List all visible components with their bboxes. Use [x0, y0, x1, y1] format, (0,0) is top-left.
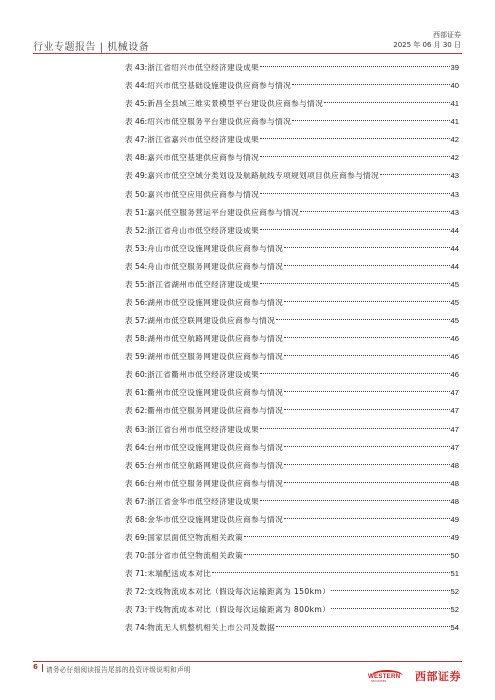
header-divider: [33, 53, 462, 54]
toc-entry-title: 嘉兴市低空基建供应商参与情况: [147, 153, 260, 163]
toc-entry-title: 湖州市低空联网建设供应商参与情况: [147, 316, 276, 326]
toc-entry-page: 52: [450, 605, 459, 615]
toc-entry[interactable]: [125, 167, 459, 185]
toc-entry-title: 湖州市低空设施网建设供应商参与情况: [147, 298, 284, 308]
toc-dot-leader: [331, 590, 449, 591]
toc-entry[interactable]: [125, 222, 459, 240]
toc-entry-page: 51: [450, 569, 459, 579]
toc-dot-leader: [284, 464, 449, 465]
toc-entry-title: 嘉兴市低空应用供应商参与情况: [147, 189, 260, 199]
toc-entry-title: 绍兴市低空服务平台建设供应商参与情况: [147, 117, 292, 127]
toc-entry-label: 表 46:: [125, 117, 148, 127]
toc-entry-label: 表 74:: [125, 623, 148, 633]
toc-entry-title: 支线物流成本对比（假设每次运输距离为 150km）: [147, 587, 331, 597]
toc-entry-page: 48: [450, 460, 459, 470]
toc-dot-leader: [260, 428, 449, 429]
toc-entry-page: 46: [450, 370, 459, 380]
toc-entry-title: 国家层面低空物流相关政策: [147, 533, 244, 543]
toc-entry-page: 42: [450, 135, 459, 145]
toc-entry[interactable]: [125, 240, 459, 258]
report-date: 2025 年 06 月 30 日: [393, 41, 461, 49]
toc-entry[interactable]: [125, 601, 459, 619]
toc-entry-label: 表 58:: [125, 334, 148, 344]
toc-entry-label: 表 43:: [125, 63, 148, 72]
toc-entry-label: 表 69:: [125, 533, 148, 543]
toc-entry-title: 末端配送成本对比: [147, 569, 212, 579]
toc-dot-leader: [260, 500, 449, 501]
toc-entry-page: 43: [450, 207, 459, 217]
toc-entry-page: 52: [450, 587, 459, 597]
toc-entry-title: 衢州市低空设施网建设供应商参与情况: [147, 388, 284, 398]
toc-entry-label: 表 64:: [125, 442, 148, 452]
toc-entry-page: 42: [450, 153, 459, 163]
report-category: 行业专题报告 | 机械设备: [33, 42, 150, 53]
toc-entry[interactable]: [125, 59, 459, 77]
toc-dot-leader: [284, 482, 449, 483]
toc-entry[interactable]: [125, 258, 459, 276]
toc-entry[interactable]: [125, 186, 459, 204]
toc-entry[interactable]: [125, 439, 459, 457]
footer-separator: [42, 664, 43, 672]
toc-entry-page: 44: [450, 243, 459, 253]
toc-entry-page: 50: [450, 551, 459, 561]
footer-disclaimer: 请务必仔细阅读报告尾部的投资评级说明和声明: [46, 666, 191, 674]
toc-entry-title: 湖州市低空航路网建设供应商参与情况: [147, 334, 284, 344]
toc-entry-page: 41: [450, 99, 459, 109]
toc-entry[interactable]: [125, 384, 459, 402]
logo-cn-text: 西部证券: [415, 670, 461, 683]
toc-entry-title: 浙江省舟山市低空经济建设成果: [147, 225, 260, 235]
toc-dot-leader: [284, 301, 449, 302]
company-logo: [368, 668, 461, 684]
toc-dot-leader: [331, 608, 449, 609]
toc-entry-label: 表 67:: [125, 496, 148, 506]
toc-dot-leader: [284, 409, 449, 410]
toc-entry-label: 表 65:: [125, 460, 148, 470]
toc-dot-leader: [292, 84, 449, 85]
toc-entry-label: 表 52:: [125, 225, 148, 235]
toc-entry-label: 表 57:: [125, 316, 148, 326]
toc-entry[interactable]: [125, 294, 459, 312]
toc-entry-title: 干线物流成本对比（假设每次运输距离为 800km）: [147, 605, 331, 615]
toc-entry-title: 浙江省台州市低空经济建设成果: [147, 424, 260, 434]
toc-entry-title: 物流无人机整机相关上市公司及数据: [147, 623, 276, 633]
toc-entry-page: 48: [450, 478, 459, 488]
toc-entry[interactable]: [125, 312, 459, 330]
toc-entry-page: 41: [450, 117, 459, 127]
toc-entry-label: 表 73:: [125, 605, 148, 615]
toc-entry[interactable]: [125, 619, 459, 637]
toc-entry-label: 表 59:: [125, 352, 148, 362]
toc-entry-title: 金华市低空设施网建设供应商参与情况: [147, 514, 284, 524]
toc-entry[interactable]: [125, 475, 459, 493]
toc-dot-leader: [244, 554, 449, 555]
logo-mark-icon: [368, 670, 412, 682]
toc-entry[interactable]: [125, 421, 459, 439]
header-meta: [393, 30, 461, 50]
toc-entry[interactable]: [125, 330, 459, 348]
toc-entry-title: 浙江省绍兴市低空经济建设成果: [147, 63, 260, 72]
toc-entry-label: 表 44:: [125, 81, 148, 91]
toc-entry-label: 表 47:: [125, 135, 148, 145]
toc-entry-page: 47: [450, 424, 459, 434]
toc-entry[interactable]: [125, 547, 459, 565]
toc-entry[interactable]: [125, 77, 459, 95]
toc-dot-leader: [300, 211, 449, 212]
toc-entry-label: 表 53:: [125, 243, 148, 253]
logo-en-text: WESTERN: [368, 673, 401, 680]
toc-entry-label: 表 70:: [125, 551, 148, 561]
toc-entry-label: 表 55:: [125, 279, 148, 289]
toc-entry-page: 54: [450, 623, 459, 633]
toc-entry-label: 表 54:: [125, 261, 148, 271]
toc-entry-page: 43: [450, 171, 459, 181]
toc-entry-page: 39: [450, 63, 459, 72]
toc-dot-leader: [284, 518, 449, 519]
toc-entry-label: 表 49:: [125, 171, 148, 181]
toc-entry-label: 表 60:: [125, 370, 148, 380]
toc-entry-page: 46: [450, 334, 459, 344]
toc-entry[interactable]: [125, 131, 459, 149]
toc-entry-page: 44: [450, 225, 459, 235]
toc-entry[interactable]: [125, 457, 459, 475]
toc-entry-title: 台州市低空设施网建设供应商参与情况: [147, 442, 284, 452]
toc-entry-label: 表 51:: [125, 207, 148, 217]
toc-entry-title: 绍兴市低空基础设施建设供应商参与情况: [147, 81, 292, 91]
toc-entry-page: 48: [450, 496, 459, 506]
toc-entry[interactable]: [125, 113, 459, 131]
toc-entry-page: 49: [450, 514, 459, 524]
toc-entry-title: 衢州市低空服务网建设供应商参与情况: [147, 406, 284, 416]
toc-dot-leader: [284, 337, 449, 338]
toc-dot-leader: [380, 174, 449, 175]
toc-entry-page: 49: [450, 533, 459, 543]
toc-dot-leader: [292, 120, 449, 121]
toc-entry-label: 表 48:: [125, 153, 148, 163]
toc-entry-page: 43: [450, 189, 459, 199]
toc-dot-leader: [324, 102, 449, 103]
toc-entry-title: 浙江省湖州市低空经济建设成果: [147, 279, 260, 289]
toc-dot-leader: [284, 265, 449, 266]
toc-entry-title: 舟山市低空服务网建设供应商参与情况: [147, 261, 284, 271]
toc-dot-leader: [284, 391, 449, 392]
toc-entry-page: 47: [450, 388, 459, 398]
toc-entry-page: 45: [450, 298, 459, 308]
toc-entry-page: 46: [450, 352, 459, 362]
toc-entry-label: 表 50:: [125, 189, 148, 199]
toc-dot-leader: [260, 229, 449, 230]
toc-entry-title: 舟山市低空设施网建设供应商参与情况: [147, 243, 284, 253]
toc-dot-leader: [260, 283, 449, 284]
toc-dot-leader: [212, 572, 449, 573]
toc-entry[interactable]: [125, 204, 459, 222]
table-of-contents: [125, 59, 459, 638]
toc-entry-label: 表 62:: [125, 406, 148, 416]
toc-dot-leader: [244, 536, 449, 537]
toc-dot-leader: [260, 138, 449, 139]
toc-entry-page: 44: [450, 261, 459, 271]
toc-entry-title: 浙江省嘉兴市低空经济建设成果: [147, 135, 260, 145]
toc-entry-page: 47: [450, 442, 459, 452]
footer-divider: [33, 661, 462, 662]
toc-entry[interactable]: [125, 511, 459, 529]
toc-entry-label: 表 66:: [125, 478, 148, 488]
company-name: 西部证券: [433, 31, 461, 39]
toc-entry[interactable]: [125, 276, 459, 294]
toc-dot-leader: [260, 193, 449, 194]
toc-entry[interactable]: [125, 366, 459, 384]
toc-dot-leader: [284, 355, 449, 356]
toc-entry[interactable]: [125, 95, 459, 113]
toc-entry[interactable]: [125, 565, 459, 583]
toc-entry-page: 47: [450, 406, 459, 416]
toc-entry-label: 表 61:: [125, 388, 148, 398]
page-number: 6: [33, 663, 38, 671]
toc-entry-page: 45: [450, 316, 459, 326]
toc-entry-title: 台州市低空服务网建设供应商参与情况: [147, 478, 284, 488]
toc-entry-title: 部分省市低空物流相关政策: [147, 551, 244, 561]
toc-entry-title: 浙江省衢州市低空经济建设成果: [147, 370, 260, 380]
toc-entry-page: 45: [450, 279, 459, 289]
toc-entry-title: 台州市低空航路网建设供应商参与情况: [147, 460, 284, 470]
toc-entry-label: 表 68:: [125, 514, 148, 524]
logo-sub-text: SECURITIES: [371, 680, 387, 683]
toc-entry-label: 表 56:: [125, 298, 148, 308]
toc-entry-label: 表 45:: [125, 99, 148, 109]
toc-entry[interactable]: [125, 493, 459, 511]
toc-dot-leader: [284, 446, 449, 447]
toc-entry-title: 新昌全县域三维实景模型平台建设供应商参与情况: [147, 99, 324, 109]
toc-entry[interactable]: [125, 402, 459, 420]
toc-dot-leader: [276, 319, 449, 320]
toc-entry-title: 嘉兴低空服务营运平台建设供应商参与情况: [147, 207, 300, 217]
toc-entry-label: 表 71:: [125, 569, 148, 579]
toc-dot-leader: [260, 66, 449, 67]
toc-dot-leader: [260, 156, 449, 157]
toc-dot-leader: [260, 373, 449, 374]
toc-dot-leader: [284, 247, 449, 248]
toc-entry-title: 浙江省金华市低空经济建设成果: [147, 496, 260, 506]
toc-entry[interactable]: [125, 149, 459, 167]
toc-entry-label: 表 72:: [125, 587, 148, 597]
toc-entry-title: 湖州市低空服务网建设供应商参与情况: [147, 352, 284, 362]
toc-entry[interactable]: [125, 529, 459, 547]
toc-entry-title: 嘉兴市低空空域分类划设及航路航线专项规划项目供应商参与情况: [147, 171, 380, 181]
toc-entry[interactable]: [125, 583, 459, 601]
toc-dot-leader: [276, 626, 449, 627]
toc-entry-label: 表 63:: [125, 424, 148, 434]
toc-entry[interactable]: [125, 348, 459, 366]
toc-entry-page: 40: [450, 81, 459, 91]
